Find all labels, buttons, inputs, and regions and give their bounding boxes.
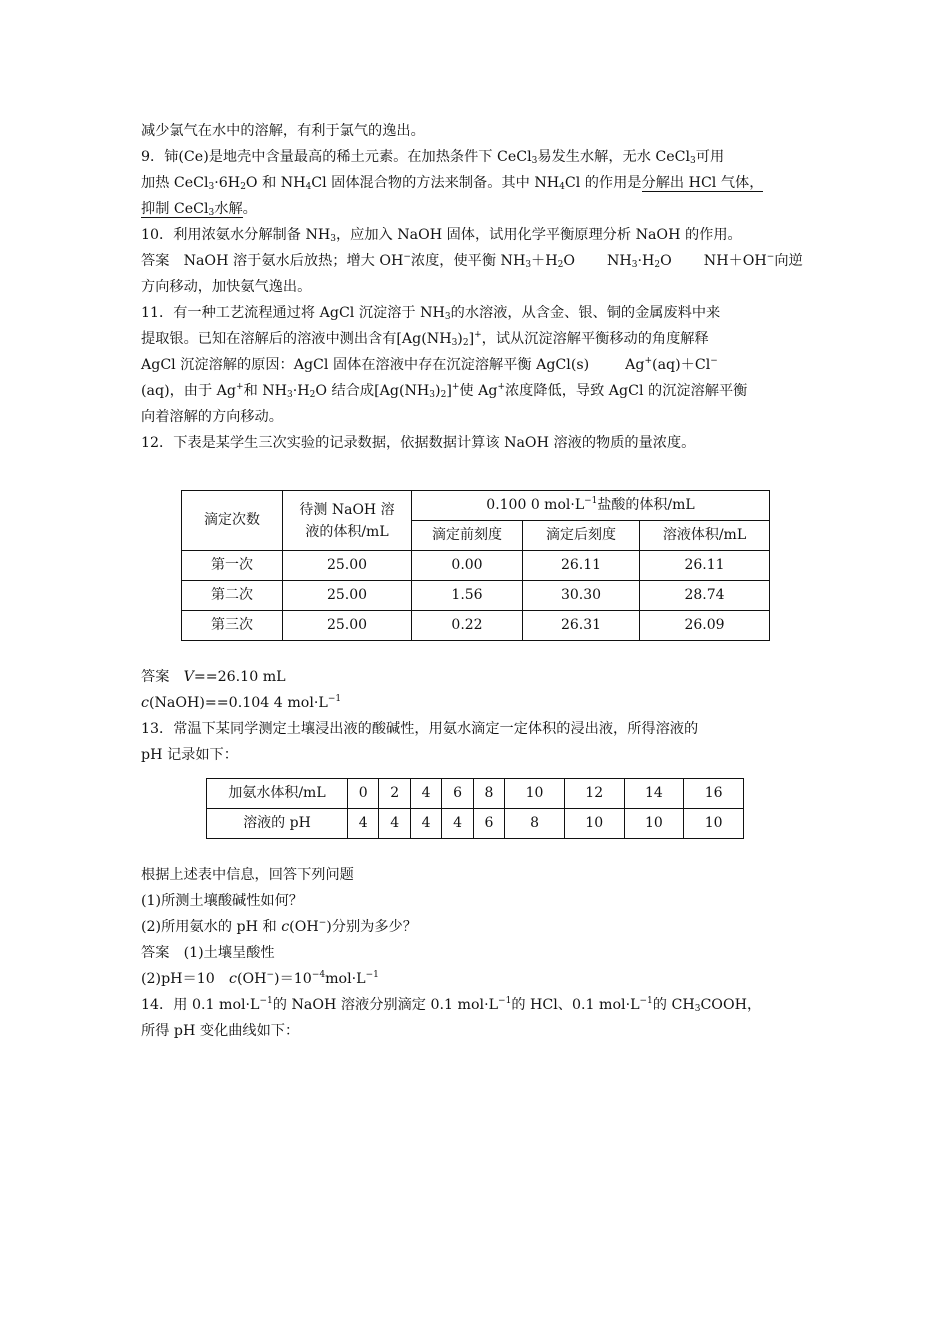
question-13-sub-2: (2)所用氨水的 pH 和 c(OH−)分别为多少？: [141, 918, 417, 935]
question-12: 12．下表是某学生三次实验的记录数据，依据数据计算该 NaOH 溶液的物质的量浓度。: [141, 435, 696, 451]
table-cell: 6: [473, 809, 504, 839]
table-cell: 4: [348, 809, 379, 839]
table-cell: 0: [348, 779, 379, 809]
table-cell: 26.11: [523, 551, 640, 581]
question-13-sub-1: (1)所测土壤酸碱性如何？: [141, 893, 303, 909]
question-14-line-1: 14．用 0.1 $mol\cdot L^{-1}$的 NaOH 溶液分别滴定 0.1 $mol\cdot L^{-1}$的 HCl、0.1 $mol\cdot L^{-1}$的 $CH_3COOH$，: [141, 996, 762, 1014]
table-cell: 14: [624, 779, 684, 809]
question-11-line-5: 向着溶解的方向移动。: [141, 409, 283, 425]
titration-table: [181, 490, 770, 641]
table-cell: 4: [442, 809, 473, 839]
question-9-line-2: 加热 $CeCl_3\cdot 6H_2O$ 和 $NH_4Cl$ 固体混合物的方法来制备。其中 $NH_4Cl$ 的作用是分解出 HCl 气体，: [141, 175, 764, 192]
table-cell: 16: [684, 779, 744, 809]
table-cell: 8: [473, 779, 504, 809]
header-after: 滴定后刻度: [523, 521, 640, 551]
question-13-line-2: pH 记录如下：: [141, 747, 238, 763]
table-cell: 4: [410, 779, 441, 809]
header-acid-volume: 0.100 0 $mol\cdot L^{-1}$盐酸的体积/mL: [412, 491, 770, 521]
table-row: [182, 581, 770, 611]
table-cell: 4: [379, 809, 410, 839]
question-10: 10．利用浓氨水分解制备 $NH_3$，应加入 NaOH 固体，试用化学平衡原理分析 NaOH 的作用。: [141, 227, 742, 244]
table-cell: 第三次: [182, 611, 283, 641]
document-page: [141, 118, 813, 1039]
header-solution-volume: 溶液体积/mL: [640, 521, 770, 551]
question-13-answer-1: 答案 (1)土壤呈酸性: [141, 945, 275, 961]
row-label-ph: 溶液的 pH: [207, 809, 348, 839]
question-11-line-1: 11．有一种工艺流程通过将 AgCl 沉淀溶于 $NH_3$的水溶液，从含金、银、铜的金属废料中来: [141, 305, 721, 322]
table-cell: 26.31: [523, 611, 640, 641]
question-9-line-1: 9．铈(Ce)是地壳中含量最高的稀土元素。在加热条件下 CeCl$_3$易发生水解，无水 CeCl$_3$可用: [141, 149, 725, 166]
table-cell: 0.22: [412, 611, 523, 641]
question-10-answer-line-2: 方向移动，加快氨气逸出。: [141, 279, 312, 295]
table-cell: 25.00: [283, 611, 412, 641]
row-label-volume: 加氨水体积/mL: [207, 779, 348, 809]
table-cell: 0.00: [412, 551, 523, 581]
question-13-line-1: 13．常温下某同学测定土壤浸出液的酸碱性，用氨水滴定一定体积的浸出液，所得溶液的: [141, 721, 699, 737]
question-12-answer-1: 答案 V==26.10 mL: [141, 669, 286, 685]
answer-underline-1: 分解出 HCl 气体，: [641, 175, 764, 191]
table-cell: 第二次: [182, 581, 283, 611]
question-10-answer: 答案 NaOH 溶于氨水后放热；增大 OH−浓度，使平衡 $NH_3+H_2O$ $NH_3\cdot H_2O$ NH＋OH−向逆: [141, 252, 803, 270]
table-cell: 2: [379, 779, 410, 809]
table-cell: 1.56: [412, 581, 523, 611]
table-cell: 26.11: [640, 551, 770, 581]
answer-underline-2: 抑制 CeCl$_3$水解: [141, 201, 243, 218]
table-cell: 30.30: [523, 581, 640, 611]
question-14-line-2: 所得 pH 变化曲线如下：: [141, 1023, 300, 1039]
table-cell: 10: [505, 779, 565, 809]
table-cell: 10: [564, 809, 624, 839]
header-count: 滴定次数: [182, 491, 283, 551]
table-cell: 25.00: [283, 551, 412, 581]
table-cell: 4: [410, 809, 441, 839]
table-cell: 12: [564, 779, 624, 809]
question-9-line-3: 抑制 CeCl$_3$水解。: [141, 201, 257, 218]
header-naoh-volume: 待测 NaOH 溶 液的体积/mL: [283, 491, 412, 551]
table-cell: 10: [684, 809, 744, 839]
question-11-line-2: 提取银。已知在溶解后的溶液中测出含有$[Ag(NH_3)_2]^+$，试从沉淀溶解平衡移动的角度解释: [141, 330, 709, 348]
paragraph-cl2: 减少氯气在水中的溶解，有利于氯气的逸出。: [141, 123, 425, 139]
table-row: [207, 779, 744, 809]
table-cell: 8: [505, 809, 565, 839]
question-13-answer-2: (2)pH＝10 $c(OH^-)=10^{-4}mol\cdot L^{-1}$: [141, 970, 379, 987]
ph-table: [206, 778, 744, 839]
table-row: [207, 809, 744, 839]
table-cell: 28.74: [640, 581, 770, 611]
question-11-line-4: (aq)，由于 Ag+和 $NH_3\cdot H_2O$ 结合成$[Ag(NH_3)_2]^+$使 Ag+浓度降低，导致 AgCl 的沉淀溶解平衡: [141, 382, 748, 400]
table-cell: 25.00: [283, 581, 412, 611]
table-row: [182, 611, 770, 641]
table-cell: 26.09: [640, 611, 770, 641]
header-before: 滴定前刻度: [412, 521, 523, 551]
question-12-answer-2: c(NaOH)==0.104 4 $mol\cdot L^{-1}$: [141, 694, 342, 711]
table-cell: 10: [624, 809, 684, 839]
table-row: [182, 551, 770, 581]
table-cell: 第一次: [182, 551, 283, 581]
table-cell: 6: [442, 779, 473, 809]
question-11-line-3: AgCl 沉淀溶解的原因：AgCl 固体在溶液中存在沉淀溶解平衡 AgCl(s) Ag+(aq)＋Cl−: [141, 356, 718, 373]
question-13-prompt: 根据上述表中信息，回答下列问题: [141, 867, 354, 883]
